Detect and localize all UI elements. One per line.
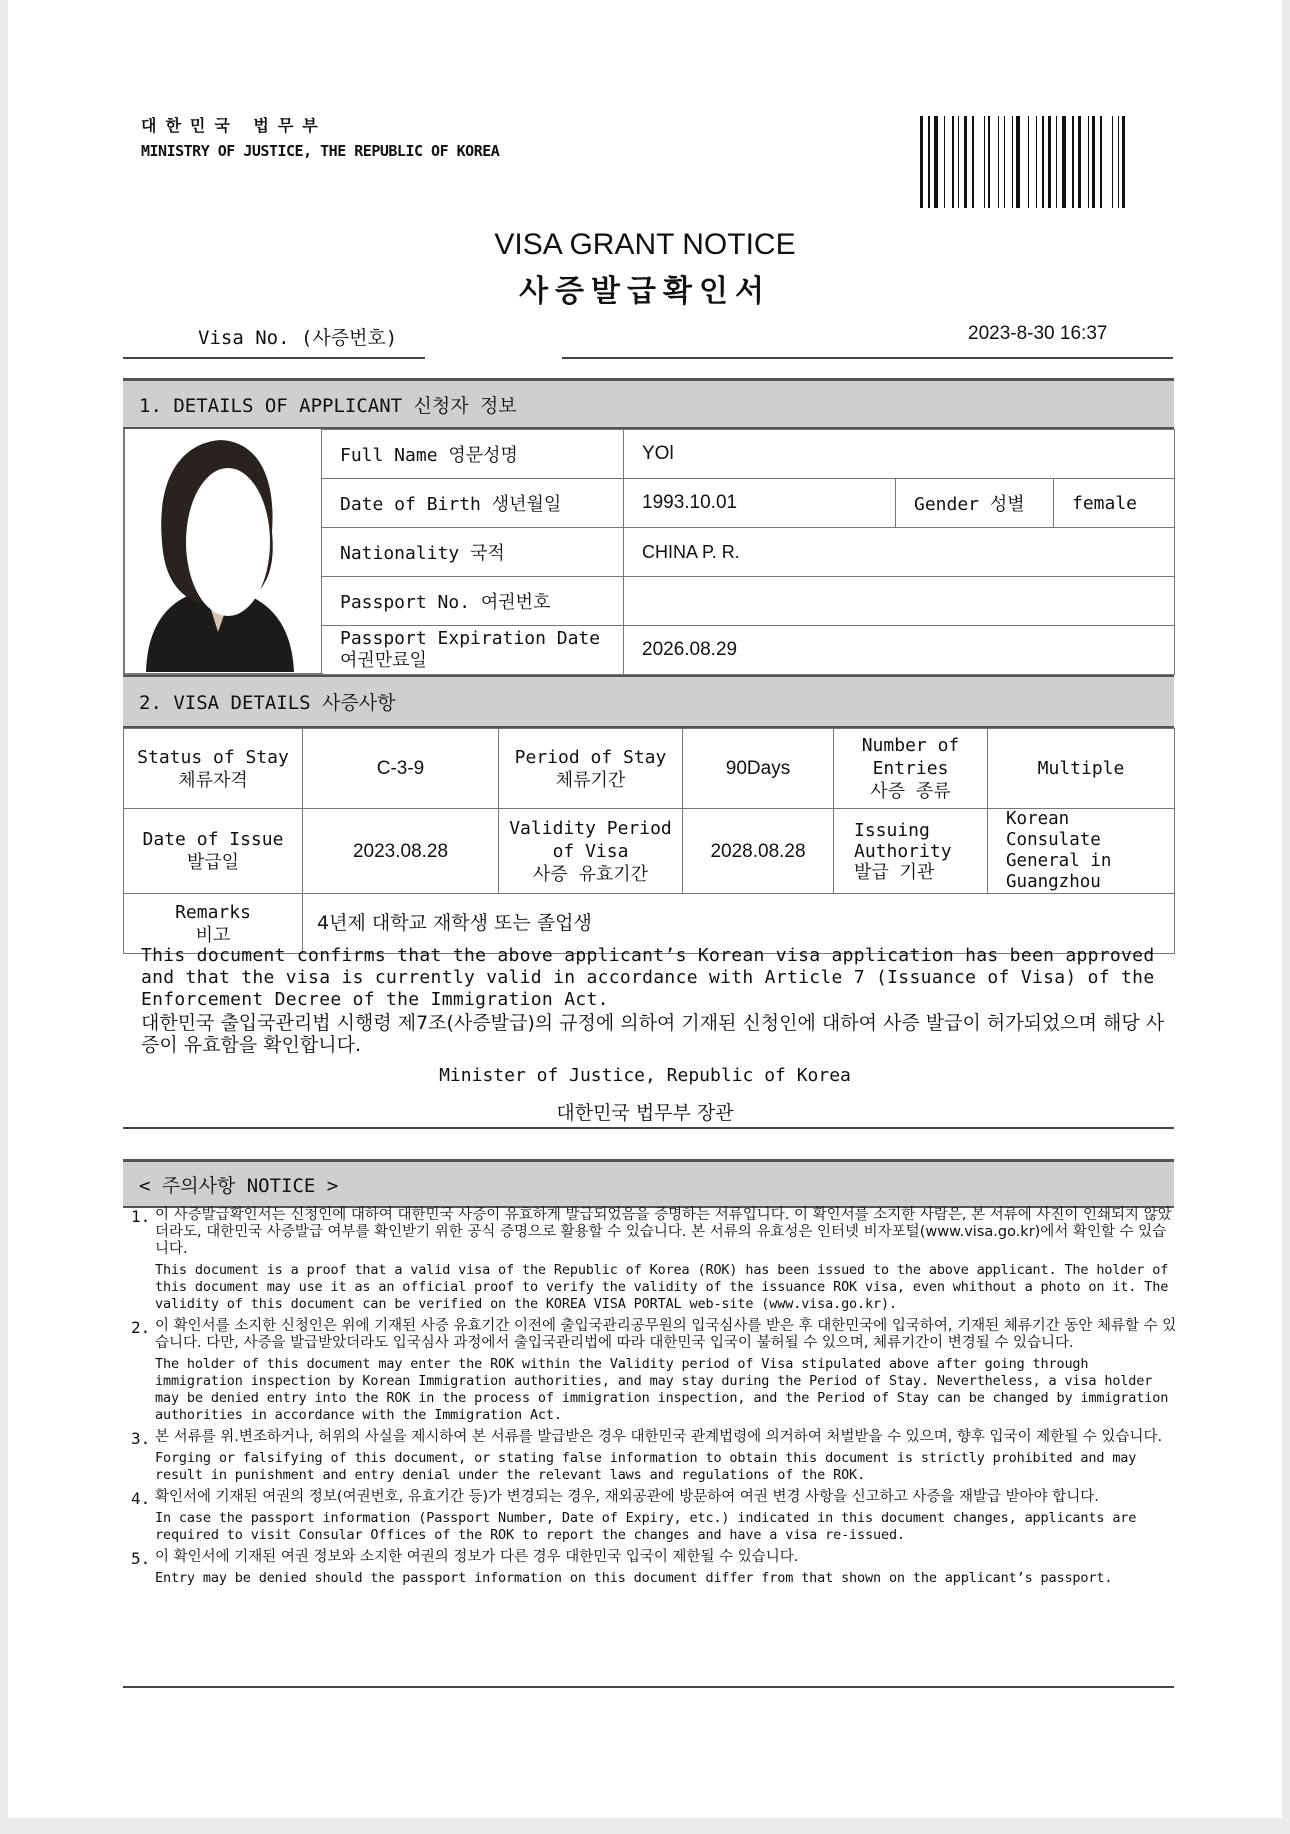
status-of-stay-value: C-3-9 [303, 729, 499, 809]
notice-item [131, 1429, 1179, 1484]
barcode-bar [1122, 116, 1125, 208]
nationality-value: CHINA P. R. [624, 528, 1175, 577]
status-of-stay-label-kr: 체류자격 [178, 769, 248, 791]
date-of-issue-label-en: Date of Issue [142, 829, 284, 850]
period-of-stay-label-en: Period of Stay [514, 746, 667, 768]
barcode-bar [1062, 116, 1066, 208]
barcode-bar [1056, 116, 1057, 208]
notice-text-english: The holder of this document may enter the ROK within the Validity period of Visa stipulated above after going through immigration inspection by Korean Immigration authorities, and may stay during the Period of Stay. Nevertheless, a visa holder may be denied entry into the ROK in the process of immigration inspection, and the Period of Stay can be changed by immigration authorities in accordance with the Immigration Act. [155, 1356, 1169, 1423]
confirmation-text-english: This document confirms that the above applicant’s Korean visa application has been approved and that the visa is currently valid in accordance with Article 7 (Issuance of Visa) of the Enforcement Decree of the Immigration Act. [141, 945, 1155, 1010]
number-of-entries-label-1: Number of [861, 735, 960, 756]
passport-expiration-value: 2026.08.29 [624, 626, 1175, 675]
section-applicant-title: 1. DETAILS OF APPLICANT 신청자 정보 [139, 394, 517, 417]
status-of-stay-label [124, 729, 303, 809]
notice-text-english: Forging or falsifying of this document, or stating false information to obtain this document is strictly prohibited and may result in punishment and entry denial under the relevant laws and regulations of the ROK. [155, 1450, 1137, 1483]
number-of-entries-label-kr: 사증 종류 [870, 781, 951, 802]
notice-title: < 주의사항 NOTICE > [139, 1174, 339, 1197]
visa-grant-notice-document [8, 0, 1282, 1818]
period-of-stay-label [499, 729, 683, 809]
visa-number-label: Visa No. (사증번호) [198, 327, 398, 349]
barcode-bar [1012, 116, 1013, 208]
divider [123, 357, 425, 359]
dob-value: 1993.10.01 [624, 479, 896, 528]
remarks-label-en: Remarks [175, 901, 251, 923]
issuing-authority-value-1: Korean Consulate [1006, 809, 1101, 850]
barcode-bar [958, 116, 959, 208]
barcode-icon [920, 116, 1172, 208]
section-applicant-heading [123, 378, 1174, 429]
visa-details-table [123, 728, 1175, 954]
gender-label: Gender 성별 [896, 479, 1054, 528]
barcode-bar [1100, 116, 1102, 208]
issuing-authority-value-3: Guangzhou [1006, 872, 1101, 892]
ministry-name-english: MINISTRY OF JUSTICE, THE REPUBLIC OF KOREA [141, 142, 500, 160]
remarks-value: 4년제 대학교 재학생 또는 졸업생 [303, 894, 1175, 954]
minister-title-english: Minister of Justice, Republic of Korea [439, 1065, 851, 1086]
issuing-authority-label [834, 809, 988, 894]
nationality-label: Nationality 국적 [322, 528, 624, 577]
barcode-bar [1092, 116, 1095, 208]
table-border [123, 429, 125, 674]
barcode-bar [1072, 116, 1074, 208]
barcode-bar [1118, 116, 1119, 208]
date-of-issue-label-kr: 발급일 [186, 852, 240, 873]
barcode-bar [934, 116, 938, 208]
barcode-bar [998, 116, 999, 208]
notice-number: 1. [131, 1207, 151, 1226]
passport-expiration-label-kr: 여권만료일 [340, 650, 427, 671]
barcode-bar [944, 116, 945, 208]
minister-title-korean: 대한민국 법무부 장관 [556, 1102, 734, 1124]
issuing-authority-label-kr: 발급 기관 [854, 861, 935, 883]
barcode-bar [1088, 116, 1089, 208]
barcode-bar [964, 116, 967, 208]
issuing-authority-label-2: Authority [854, 840, 952, 862]
number-of-entries-label [834, 729, 988, 809]
document-title-english: VISA GRANT NOTICE [494, 228, 796, 261]
barcode-bar [1028, 116, 1029, 208]
barcode-bar [928, 116, 930, 208]
number-of-entries-value: Multiple [988, 729, 1175, 809]
notice-number: 4. [131, 1489, 151, 1508]
issuing-authority-value [988, 809, 1175, 894]
passport-number-label: Passport No. 여권번호 [322, 577, 624, 626]
notice-list [131, 1207, 1179, 1592]
notice-number: 5. [131, 1549, 151, 1568]
notice-number: 2. [131, 1318, 151, 1337]
notice-item [131, 1549, 1179, 1587]
notice-heading [123, 1159, 1174, 1208]
notice-text-english: Entry may be denied should the passport information on this document differ from that shown on the applicant’s passport. [155, 1570, 1113, 1586]
barcode-bar [984, 116, 985, 208]
full-name-label: Full Name 영문성명 [322, 430, 624, 479]
barcode-bar [1016, 116, 1020, 208]
divider [562, 357, 1173, 359]
notice-text-korean: 이 사증발급확인서는 신청인에 대하여 대한민국 사증이 유효하게 발급되었음을 증명하는 서류입니다. 이 확인서를 소지한 사람은, 본 서류에 사진이 인쇄되지 않았더라도, 대한민국 사증발급 여부를 확인받기 위한 공식 증명으로 활용할 수 있습니다. 본 서류의 유효성은 인터넷 비자포털(www.visa.go.kr)에서 확인할 수 있습니다. [155, 1207, 1172, 1257]
notice-text-korean: 이 확인서를 소지한 신청인은 위에 기재된 사증 유효기간 이전에 출입국관리공무원의 입국심사를 받은 후 대한민국에 입국하여, 기재된 체류기간 동안 체류할 수 있습니다. 다만, 사증을 발급받았더라도 입국심사 과정에서 출입국관리법에 따라 대한민국 입국이 불허될 수 있으며, 체류기간이 변경될 수 있습니다. [155, 1318, 1177, 1351]
validity-period-label [499, 809, 683, 894]
dob-label: Date of Birth 생년월일 [322, 479, 624, 528]
confirmation-text-korean: 대한민국 출입국관리법 시행령 제7조(사증발급)의 규정에 의하여 기재된 신청인에 대하여 사증 발급이 허가되었으며 해당 사증이 유효함을 확인합니다. [141, 1012, 1165, 1056]
notice-text-english: This document is a proof that a valid visa of the Republic of Korea (ROK) has been issued to the above applicant. The holder of this document may use it as an official proof to verify the validity of the issuance ROK visa, even whithout a photo on it. The validity of this document can be verified on the KOREA VISA PORTAL web-site (www.visa.go.kr). [155, 1262, 1169, 1312]
number-of-entries-label-2: Entries [872, 758, 949, 779]
passport-expiration-label-en: Passport Expiration Date [340, 628, 601, 649]
ministry-name-korean: 대한민국 법무부 [141, 116, 327, 135]
notice-item [131, 1318, 1179, 1424]
barcode-bar [1078, 116, 1081, 208]
notice-text-korean: 본 서류를 위.변조하거나, 허위의 사실을 제시하여 본 서류를 발급받은 경우 대한민국 관계법령에 의거하여 처벌받을 수 있으며, 향후 입국이 제한될 수 있습니다. [155, 1429, 1163, 1445]
barcode-bar [1004, 116, 1005, 208]
applicant-details-table [321, 429, 1175, 675]
notice-number: 3. [131, 1429, 151, 1448]
passport-expiration-label [322, 626, 624, 675]
section-visa-title: 2. VISA DETAILS 사증사항 [139, 692, 396, 714]
section-visa-heading [123, 675, 1174, 728]
date-of-issue-label [124, 809, 303, 894]
barcode-bar [920, 116, 923, 208]
status-of-stay-label-en: Status of Stay [137, 746, 289, 768]
period-of-stay-value: 90Days [683, 729, 834, 809]
validity-period-value: 2028.08.28 [683, 809, 834, 894]
validity-period-label-2: of Visa [552, 840, 629, 862]
period-of-stay-label-kr: 체류기간 [555, 769, 626, 791]
gender-value: female [1054, 479, 1175, 528]
full-name-value: YOl [624, 430, 1175, 479]
divider [123, 1686, 1174, 1688]
barcode-bar [988, 116, 990, 208]
issuing-authority-value-2: General in [1006, 851, 1112, 871]
validity-period-label-1: Validity Period [509, 817, 672, 839]
issuing-authority-label-1: Issuing [854, 819, 930, 841]
issued-datetime: 2023-8-30 16:37 [968, 323, 1108, 344]
notice-item [131, 1489, 1179, 1544]
barcode-bar [972, 116, 974, 208]
barcode-bar [952, 116, 954, 208]
notice-text-korean: 확인서에 기재된 여권의 정보(여권번호, 유효기간 등)가 변경되는 경우, 재외공관에 방문하여 여권 변경 사항을 신고하고 사증을 재발급 받아야 합니다. [155, 1489, 1099, 1505]
validity-period-label-kr: 사증 유효기간 [532, 863, 649, 885]
divider [123, 1127, 1174, 1129]
remarks-label-kr: 비고 [195, 924, 231, 946]
notice-item [131, 1207, 1179, 1313]
applicant-photo [126, 432, 312, 672]
notice-text-english: In case the passport information (Passport Number, Date of Expiry, etc.) indicated in this document changes, applicants are required to visit Consular Offices of the ROK to report the changes and have a visa re-issued. [155, 1510, 1137, 1543]
barcode-bar [1036, 116, 1037, 208]
document-title-korean: 사증발급확인서 [519, 274, 771, 309]
date-of-issue-value: 2023.08.28 [303, 809, 499, 894]
passport-number-value [624, 577, 1175, 626]
barcode-bar [1048, 116, 1051, 208]
notice-text-korean: 이 확인서에 기재된 여권 정보와 소지한 여권의 정보가 다른 경우 대한민국 입국이 제한될 수 있습니다. [155, 1549, 799, 1565]
barcode-bar [1042, 116, 1044, 208]
barcode-bar [1112, 116, 1113, 208]
